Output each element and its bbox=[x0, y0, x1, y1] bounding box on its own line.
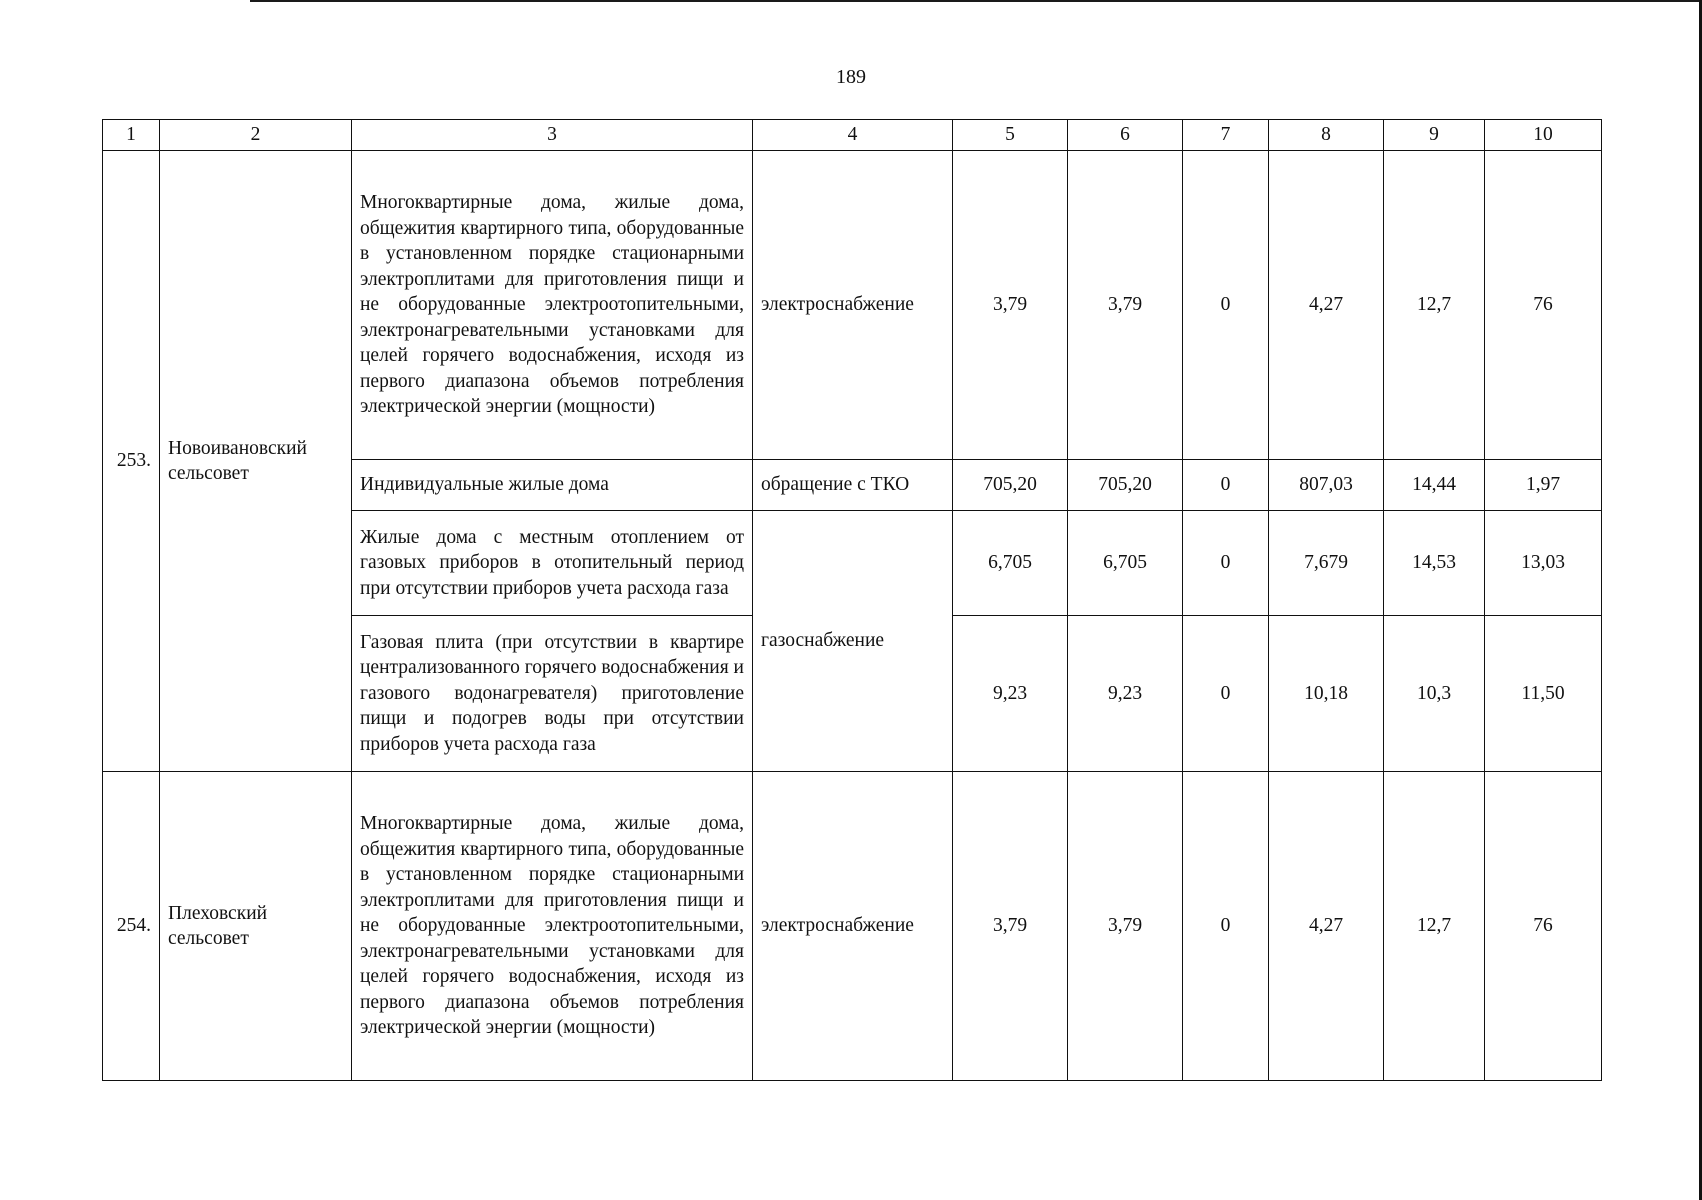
consumer-category: Многоквартирные дома, жилые дома, общежития квартирного типа, оборудованные в установленном порядке стационарными электроплитами для приготовления пищи и не оборудованные электроотопительными, электронагревательными установками для целей горячего водоснабжения, исходя из первого диапазона объемов потребления электрической энергии (мощности) bbox=[352, 772, 753, 1081]
settlement-name: Плеховский сельсовет bbox=[160, 772, 352, 1081]
utility-service: электроснабжение bbox=[753, 151, 953, 460]
value-col-10: 76 bbox=[1485, 772, 1602, 1081]
header-cell: 8 bbox=[1269, 120, 1384, 151]
header-cell: 1 bbox=[103, 120, 160, 151]
value-col-8: 10,18 bbox=[1269, 616, 1384, 772]
header-cell: 9 bbox=[1384, 120, 1485, 151]
value-col-5: 3,79 bbox=[953, 151, 1068, 460]
utility-service: электроснабжение bbox=[753, 772, 953, 1081]
value-col-6: 9,23 bbox=[1068, 616, 1183, 772]
value-col-10: 1,97 bbox=[1485, 460, 1602, 511]
utility-service: обращение с ТКО bbox=[753, 460, 953, 511]
utility-service: газоснабжение bbox=[753, 511, 953, 772]
consumer-category: Многоквартирные дома, жилые дома, общежития квартирного типа, оборудованные в установленном порядке стационарными электроплитами для приготовления пищи и не оборудованные электроотопительными, электронагревательными установками для целей горячего водоснабжения, исходя из первого диапазона объемов потребления электрической энергии (мощности) bbox=[352, 151, 753, 460]
value-col-5: 6,705 bbox=[953, 511, 1068, 616]
value-col-8: 807,03 bbox=[1269, 460, 1384, 511]
value-col-9: 12,7 bbox=[1384, 772, 1485, 1081]
header-cell: 3 bbox=[352, 120, 753, 151]
header-cell: 2 bbox=[160, 120, 352, 151]
value-col-6: 3,79 bbox=[1068, 151, 1183, 460]
value-col-7: 0 bbox=[1183, 460, 1269, 511]
tariff-table bbox=[102, 119, 1602, 1081]
value-col-9: 12,7 bbox=[1384, 151, 1485, 460]
value-col-10: 11,50 bbox=[1485, 616, 1602, 772]
value-col-5: 3,79 bbox=[953, 772, 1068, 1081]
header-row bbox=[103, 120, 1602, 151]
header-cell: 6 bbox=[1068, 120, 1183, 151]
header-cell: 7 bbox=[1183, 120, 1269, 151]
consumer-category: Индивидуальные жилые дома bbox=[352, 460, 753, 511]
header-cell: 4 bbox=[753, 120, 953, 151]
scan-top-rule bbox=[250, 0, 1702, 2]
value-col-9: 14,44 bbox=[1384, 460, 1485, 511]
value-col-7: 0 bbox=[1183, 772, 1269, 1081]
row-number: 253. bbox=[103, 151, 160, 772]
value-col-7: 0 bbox=[1183, 616, 1269, 772]
table-row bbox=[103, 772, 1602, 1081]
value-col-5: 705,20 bbox=[953, 460, 1068, 511]
page-number: 189 bbox=[836, 66, 866, 88]
value-col-7: 0 bbox=[1183, 151, 1269, 460]
value-col-7: 0 bbox=[1183, 511, 1269, 616]
consumer-category: Газовая плита (при отсутствии в квартире централизованного горячего водоснабжения и газового водонагревателя) приготовление пищи и подогрев воды при отсутствии приборов учета расхода газа bbox=[352, 616, 753, 772]
value-col-9: 10,3 bbox=[1384, 616, 1485, 772]
value-col-8: 7,679 bbox=[1269, 511, 1384, 616]
value-col-8: 4,27 bbox=[1269, 151, 1384, 460]
consumer-category: Жилые дома с местным отоплением от газовых приборов в отопительный период при отсутствии приборов учета расхода газа bbox=[352, 511, 753, 616]
header-cell: 10 bbox=[1485, 120, 1602, 151]
value-col-6: 3,79 bbox=[1068, 772, 1183, 1081]
value-col-8: 4,27 bbox=[1269, 772, 1384, 1081]
row-number: 254. bbox=[103, 772, 160, 1081]
value-col-6: 705,20 bbox=[1068, 460, 1183, 511]
value-col-9: 14,53 bbox=[1384, 511, 1485, 616]
value-col-5: 9,23 bbox=[953, 616, 1068, 772]
value-col-10: 76 bbox=[1485, 151, 1602, 460]
value-col-6: 6,705 bbox=[1068, 511, 1183, 616]
header-cell: 5 bbox=[953, 120, 1068, 151]
value-col-10: 13,03 bbox=[1485, 511, 1602, 616]
table-row bbox=[103, 151, 1602, 460]
settlement-name: Новоивановский сельсовет bbox=[160, 151, 352, 772]
